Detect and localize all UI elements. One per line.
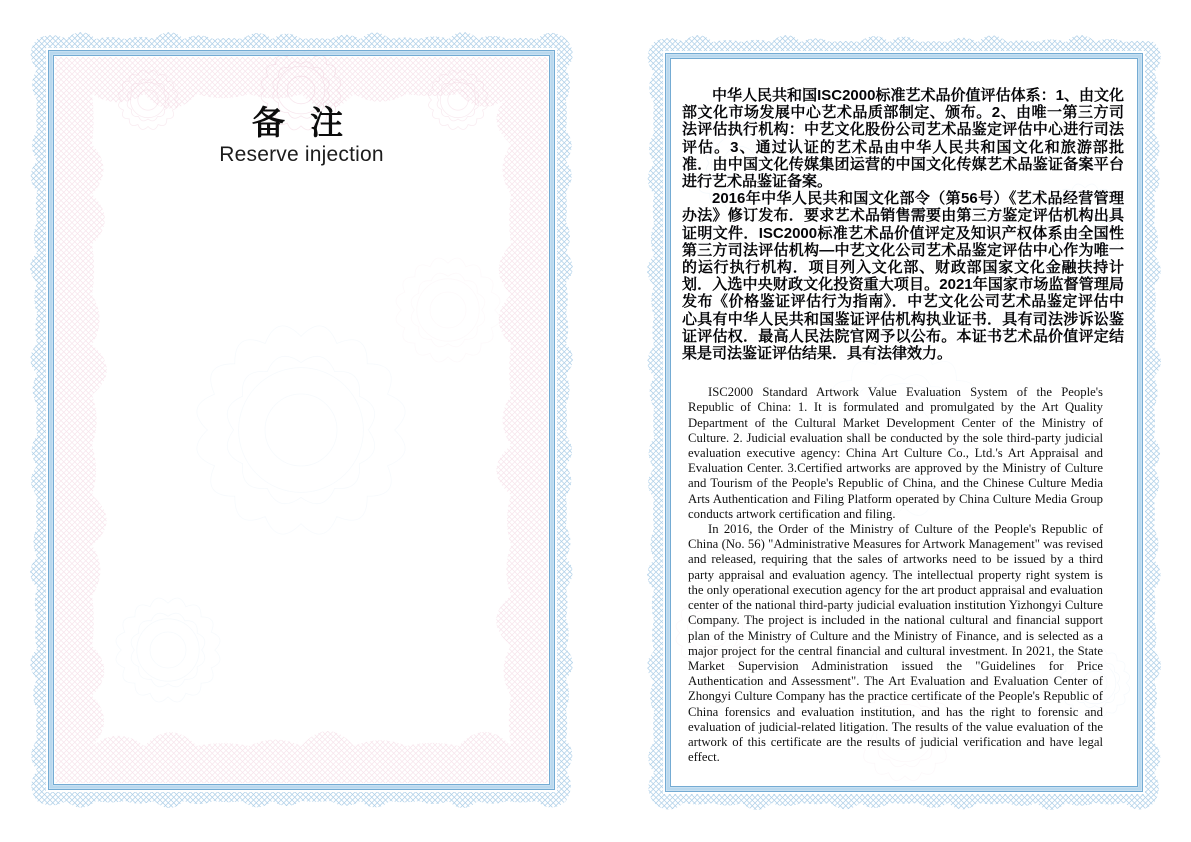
remarks-header xyxy=(28,104,575,167)
zh-paragraph-1: 中华人民共和国ISC2000标准艺术品价值评估体系：1、由文化部文化市场发展中心艺术品质部制定、颁布。2、由唯一第三方司法评估执行机构：中艺文化股份公司艺术品鉴定评估中心进行司法评估。3、通过认证的艺术品由中华人民共和国文化和旅游部批准．由中国文化传媒集团运营的中国文化传媒艺术品鉴证备案平台进行艺术品鉴证备案。 xyxy=(682,87,1124,191)
right-certificate-page xyxy=(645,33,1163,812)
en-paragraph-1: ISC2000 Standard Artwork Value Evaluation System of the People's Republic of China: 1. It is formulated and promulgated by the Art Quality Department of the Cultural Market Development Center of the Ministry of Culture. 2. Judicial evaluation shall be conducted by the sole third-party judicial evaluation executive agency: China Art Culture Co., Ltd.'s Art Appraisal and Evaluation Center. 3.Certified artworks are approved by the Ministry of Culture and Tourism of the People's Republic of China, and the Chinese Culture Media Arts Authentication and Filing Platform operated by China Culture Media Group conducts artwork certification and filing. xyxy=(688,385,1103,521)
en-paragraph-2: In 2016, the Order of the Ministry of Culture of the People's Republic of China (No. 56) "Administrative Measures for Artwork Management" was revised and released, requiring that the sales of artworks need to be issued by a third party appraisal and evaluation agency. The intellectual property right system is the only operational execution agency for the art product appraisal and evaluation center of the national third-party judicial evaluation institution Yizhongyi Culture Company. The project is included in the national cultural and financial support plan of the Ministry of Culture and the Ministry of Finance, and is selected as a major project for the central financial and cultural investment. In 2021, the State Market Supervision Administration issued the "Guidelines for Price Authentication and Assessment". The Art Evaluation and Evaluation Center of Zhongyi Culture Company has the practice certificate of the People's Republic of China forensics and evaluation institution, and has the right to forensic and evaluation of judicial-related litigation. The results of the value evaluation of the artwork of this certificate are the results of judicial verification and have legal effect. xyxy=(688,522,1103,765)
zh-paragraph-2: 2016年中华人民共和国文化部令（第56号）《艺术品经营管理办法》修订发布．要求艺术品销售需要由第三方鉴定评估机构出具证明文件．ISC2000标准艺术品价值评定及知识产权体系由全国性第三方司法评估机构—中艺文化公司艺术品鉴定评估中心作为唯一的运行执行机构．项目列入文化部、财政部国家文化金融扶持计划．入选中央财政文化投资重大项目。2021年国家市场监督管理局发布《价格鉴证评估行为指南》．中艺文化公司艺术品鉴定评估中心具有中华人民共和国鉴证评估机构执业证书．具有司法涉诉讼鉴证评估权．最高人民法院官网予以公布。本证书艺术品价值评定结果是司法鉴证评估结果．具有法律效力。 xyxy=(682,190,1124,363)
remarks-title-en: Reserve injection xyxy=(219,143,384,166)
english-description xyxy=(688,385,1103,765)
description-text xyxy=(682,87,1124,765)
remarks-title-zh: 备 注 xyxy=(251,104,352,141)
left-certificate-page xyxy=(28,30,575,810)
chinese-description xyxy=(682,87,1124,362)
